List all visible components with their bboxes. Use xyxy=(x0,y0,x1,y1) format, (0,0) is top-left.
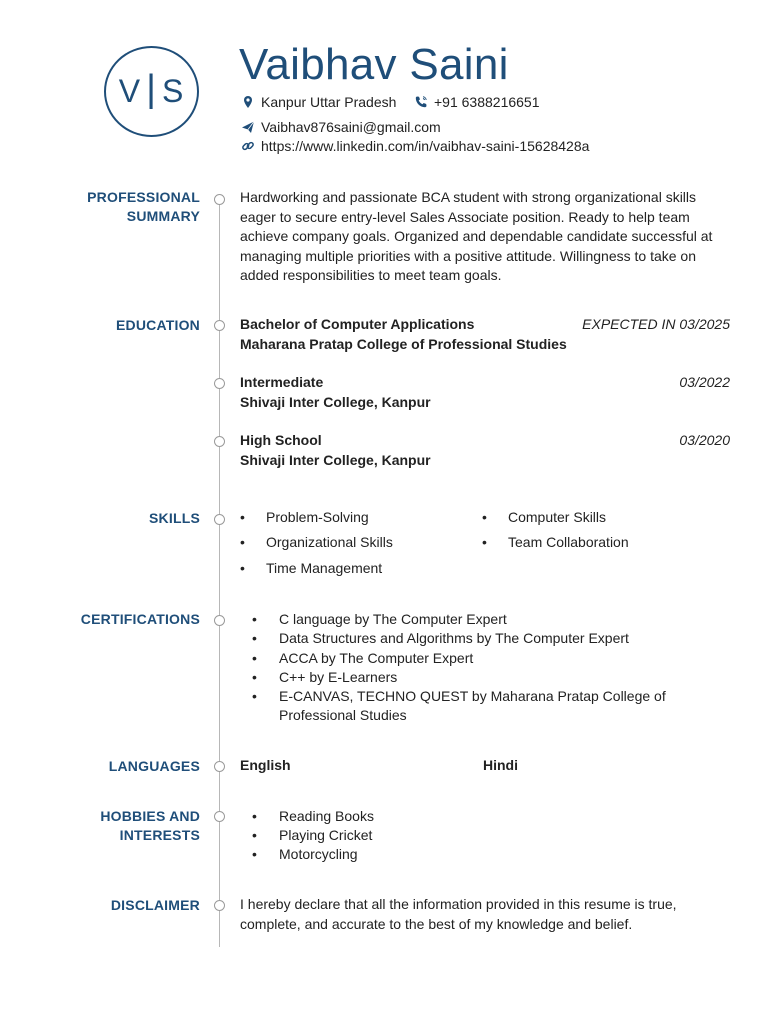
timeline-line xyxy=(219,195,220,947)
education-school: Shivaji Inter College, Kanpur xyxy=(240,452,431,468)
education-entry xyxy=(240,374,730,410)
education-entry xyxy=(240,432,730,468)
education-school: Shivaji Inter College, Kanpur xyxy=(240,394,431,410)
education-degree: Intermediate xyxy=(240,374,324,390)
education-school: Maharana Pratap College of Professional Studies xyxy=(240,336,567,352)
location-contact xyxy=(241,94,396,110)
timeline-dot xyxy=(214,900,225,911)
phone-contact[interactable] xyxy=(414,94,540,110)
education-degree: High School xyxy=(240,432,322,448)
link-icon xyxy=(241,139,255,153)
timeline-dot xyxy=(214,761,225,772)
section-title-languages: LANGUAGES xyxy=(108,758,200,774)
skill-item: • Problem-Solving xyxy=(266,509,369,525)
certification-item: • Data Structures and Algorithms by The Computer Expert xyxy=(279,629,719,648)
language-item: Hindi xyxy=(483,757,518,773)
location-pin-icon xyxy=(241,95,255,109)
education-date: EXPECTED IN 03/2025 xyxy=(582,316,730,332)
certification-item: • ACCA by The Computer Expert xyxy=(279,649,719,668)
section-title-education: EDUCATION xyxy=(116,317,200,333)
section-title-skills: SKILLS xyxy=(149,510,200,526)
email-contact[interactable] xyxy=(241,119,441,135)
certification-item: • C++ by E-Learners xyxy=(279,668,719,687)
phone-text: +91 6388216651 xyxy=(434,94,540,110)
disclaimer-text: I hereby declare that all the information provided in this resume is true, complete, and accurate to the best of my knowledge and belief. xyxy=(240,896,677,932)
certification-item: • C language by The Computer Expert xyxy=(279,610,719,629)
language-item: English xyxy=(240,757,291,773)
timeline-dot xyxy=(214,514,225,525)
certification-item: • E-CANVAS, TECHNO QUEST by Maharana Pratap College of Professional Studies xyxy=(279,687,699,726)
phone-icon xyxy=(414,95,428,109)
timeline-dot xyxy=(214,194,225,205)
section-title-professional-summary: PROFESSIONAL SUMMARY xyxy=(87,189,200,224)
summary-text: Hardworking and passionate BCA student with strong organizational skills eager to secure entry-level Sales Associate position. Ready to help team achieve company goals. Organized and dependable candidate successful at managing multiple priorities with a positive attitude. Willingness to take on added responsibilities to meet team goals. xyxy=(240,189,713,283)
timeline-dot xyxy=(214,811,225,822)
timeline-dot xyxy=(214,436,225,447)
candidate-name: Vaibhav Saini xyxy=(239,40,509,89)
linkedin-url-text: https://www.linkedin.com/in/vaibhav-saini-15628428a xyxy=(261,138,590,154)
education-date: 03/2022 xyxy=(679,374,730,390)
monogram-initial-s: S xyxy=(161,73,185,109)
monogram-initial-v: V xyxy=(118,73,142,109)
education-date: 03/2020 xyxy=(679,432,730,448)
education-degree: Bachelor of Computer Applications xyxy=(240,316,475,332)
skill-item: • Team Collaboration xyxy=(508,534,629,550)
hobby-item: • Playing Cricket xyxy=(279,826,719,845)
monogram-divider: | xyxy=(146,68,157,110)
hobby-item: • Reading Books xyxy=(279,807,719,826)
skill-item: • Time Management xyxy=(266,560,382,576)
location-text: Kanpur Uttar Pradesh xyxy=(261,94,397,110)
timeline-dot xyxy=(214,378,225,389)
timeline-dot xyxy=(214,615,225,626)
linkedin-contact[interactable] xyxy=(241,138,589,154)
skill-item: • Computer Skills xyxy=(508,509,606,525)
timeline-dot xyxy=(214,320,225,331)
monogram-logo xyxy=(104,46,199,137)
education-entry xyxy=(240,316,730,352)
skill-item: • Organizational Skills xyxy=(266,534,393,550)
section-title-certifications: CERTIFICATIONS xyxy=(80,611,200,627)
section-title-hobbies-and-interests: HOBBIES AND INTERESTS xyxy=(100,808,200,843)
email-text: Vaibhav876saini@gmail.com xyxy=(261,119,441,135)
send-icon xyxy=(241,120,255,134)
hobby-item: • Motorcycling xyxy=(279,845,719,864)
section-title-disclaimer: DISCLAIMER xyxy=(110,897,200,913)
